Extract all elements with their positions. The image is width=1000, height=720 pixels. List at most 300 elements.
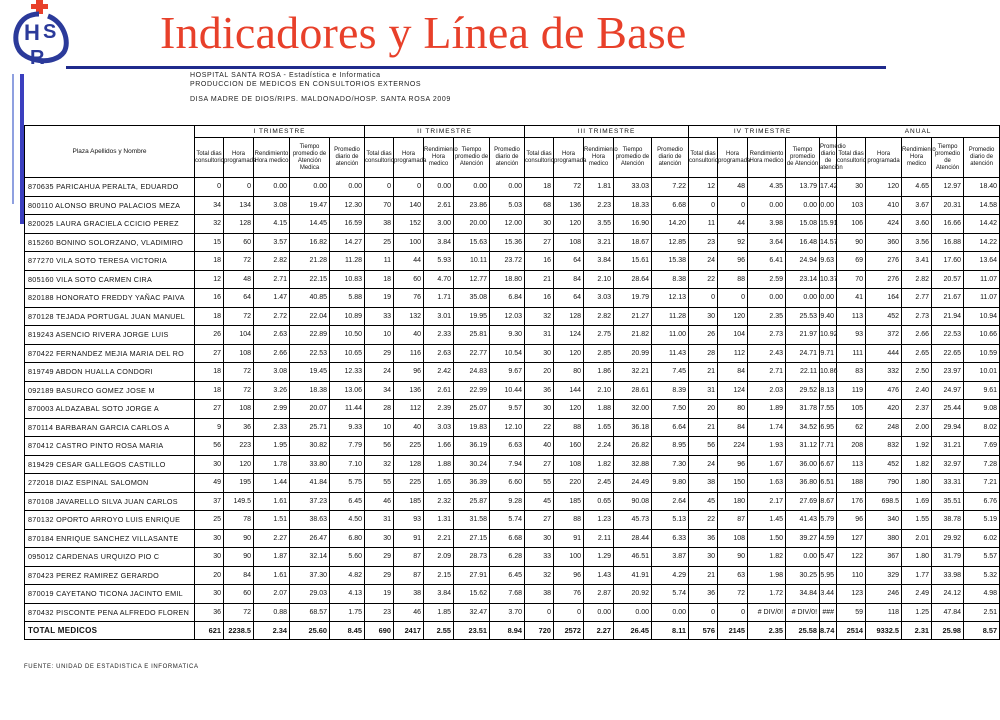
value-cell: 27	[525, 233, 554, 252]
value-cell: 18.80	[490, 270, 525, 289]
value-cell: 1.77	[902, 566, 932, 585]
value-cell: 8.67	[820, 492, 837, 511]
table-row	[25, 603, 1000, 622]
value-cell: 30	[195, 548, 224, 567]
value-cell: 108	[554, 455, 584, 474]
doctor-name-cell: 805160 VILA SOTO CARMEN CIRA	[25, 270, 195, 289]
value-cell: 29	[365, 548, 394, 567]
value-cell: 22.15	[290, 270, 330, 289]
value-cell: 27.15	[454, 529, 490, 548]
value-cell: 18	[525, 178, 554, 197]
value-cell: 21	[689, 363, 718, 382]
value-cell: 26.82	[614, 437, 652, 456]
value-cell: 2.01	[902, 529, 932, 548]
value-cell: 185	[394, 492, 424, 511]
value-cell: 23.72	[490, 252, 525, 271]
doctor-name-cell: 870423 PEREZ RAMIREZ GERARDO	[25, 566, 195, 585]
value-cell: 10	[365, 326, 394, 345]
value-cell: 39.27	[786, 529, 820, 548]
value-cell: 24.71	[786, 344, 820, 363]
value-cell: 3.57	[254, 233, 290, 252]
slide-title: Indicadores y Línea de Base	[160, 7, 687, 58]
indicators-table	[24, 125, 1000, 640]
doctor-name-cell: 870132 OPORTO ARROYO LUIS ENRIQUE	[25, 511, 195, 530]
table-row	[25, 252, 1000, 271]
value-cell: 69	[837, 252, 866, 271]
value-cell: 25	[365, 233, 394, 252]
value-cell: 19.79	[614, 289, 652, 308]
value-cell: 176	[837, 492, 866, 511]
value-cell: 2.00	[902, 418, 932, 437]
value-cell: 118	[866, 603, 902, 622]
value-cell: 6.67	[820, 455, 837, 474]
col-header: Promedio diario de atención	[330, 138, 365, 178]
value-cell: 2.07	[254, 585, 290, 604]
value-cell: 420	[866, 400, 902, 419]
value-cell: 160	[554, 437, 584, 456]
value-cell: 30	[525, 400, 554, 419]
value-cell: 11.07	[964, 270, 1000, 289]
value-cell: 3.00	[424, 215, 454, 234]
value-cell: 5.03	[490, 196, 525, 215]
value-cell: 72	[224, 603, 254, 622]
value-cell: 19.45	[290, 363, 330, 382]
value-cell: 3.55	[584, 215, 614, 234]
doctor-name-cell: 800110 ALONSO BRUNO PALACIOS MEZA	[25, 196, 195, 215]
value-cell: 108	[224, 400, 254, 419]
value-cell: 21.97	[786, 326, 820, 345]
value-cell: 0.00	[490, 178, 525, 197]
value-cell: 3.21	[584, 233, 614, 252]
table-row	[25, 548, 1000, 567]
value-cell: 1.89	[748, 400, 786, 419]
value-cell: 24.83	[454, 363, 490, 382]
value-cell: 5.74	[490, 511, 525, 530]
value-cell: 27.91	[454, 566, 490, 585]
value-cell: 32.88	[614, 455, 652, 474]
value-cell: 3.70	[490, 603, 525, 622]
doctor-name-cell: 877270 VILA SOTO TERESA VICTORIA	[25, 252, 195, 271]
value-cell: 4.98	[964, 585, 1000, 604]
value-cell: 120	[224, 455, 254, 474]
value-cell: 40	[394, 418, 424, 437]
value-cell: 40.85	[290, 289, 330, 308]
col-header: Rendimiento Hora medico	[748, 138, 786, 178]
value-cell: 91	[394, 529, 424, 548]
value-cell: 122	[837, 548, 866, 567]
value-cell: 1.85	[424, 603, 454, 622]
value-cell: 5.79	[820, 511, 837, 530]
value-cell: 16	[525, 289, 554, 308]
value-cell: 2.24	[584, 437, 614, 456]
value-cell: 124	[554, 326, 584, 345]
value-cell: 16.66	[932, 215, 964, 234]
value-cell: 1.67	[748, 455, 786, 474]
value-cell: 29	[365, 566, 394, 585]
value-cell: 720	[525, 622, 554, 640]
value-cell: 1.88	[424, 455, 454, 474]
value-cell: 40	[525, 437, 554, 456]
value-cell: 24.94	[786, 252, 820, 271]
value-cell: 11.28	[330, 252, 365, 271]
value-cell: 2.23	[584, 196, 614, 215]
value-cell: 60	[224, 233, 254, 252]
value-cell: 15.61	[614, 252, 652, 271]
value-cell: 30	[837, 178, 866, 197]
value-cell: 38	[394, 585, 424, 604]
value-cell: 120	[866, 178, 902, 197]
value-cell: 127	[837, 529, 866, 548]
value-cell: 32.00	[614, 400, 652, 419]
value-cell: 90	[837, 233, 866, 252]
value-cell: 0.00	[786, 289, 820, 308]
value-cell: 0	[365, 178, 394, 197]
value-cell: 72	[554, 178, 584, 197]
value-cell: 33.03	[614, 178, 652, 197]
value-cell: 7.55	[820, 400, 837, 419]
value-cell: 18.40	[964, 178, 1000, 197]
value-cell: 32.14	[290, 548, 330, 567]
value-cell: 410	[866, 196, 902, 215]
value-cell: 4.15	[254, 215, 290, 234]
value-cell: 32.97	[932, 455, 964, 474]
value-cell: 5.75	[330, 474, 365, 493]
value-cell: 2514	[837, 622, 866, 640]
value-cell: 2.50	[902, 363, 932, 382]
col-header: Hora programada	[224, 138, 254, 178]
value-cell: 5.74	[652, 585, 689, 604]
value-cell: 6.28	[490, 548, 525, 567]
value-cell: 21.94	[932, 307, 964, 326]
value-cell: 15.36	[490, 233, 525, 252]
value-cell: 18.38	[290, 381, 330, 400]
value-cell: 2.35	[748, 307, 786, 326]
value-cell: 2.40	[902, 381, 932, 400]
total-row	[25, 622, 1000, 640]
table-row	[25, 381, 1000, 400]
value-cell: 9.71	[820, 344, 837, 363]
value-cell: 32	[195, 215, 224, 234]
value-cell: 2.21	[424, 529, 454, 548]
value-cell: 12	[689, 178, 718, 197]
value-cell: 92	[718, 233, 748, 252]
value-cell: 80	[554, 363, 584, 382]
value-cell: 6.95	[820, 418, 837, 437]
value-cell: 2.99	[254, 400, 290, 419]
value-cell: 44	[394, 252, 424, 271]
col-header: Hora programada	[718, 138, 748, 178]
value-cell: 12.03	[490, 307, 525, 326]
value-cell: 116	[394, 344, 424, 363]
value-cell: 2.66	[902, 326, 932, 345]
value-cell: 3.87	[652, 548, 689, 567]
value-cell: 11	[365, 252, 394, 271]
value-cell: 23.86	[454, 196, 490, 215]
value-cell: 96	[718, 455, 748, 474]
value-cell: 1.50	[748, 529, 786, 548]
value-cell: 150	[718, 474, 748, 493]
col-header: Total dias consultorio	[689, 138, 718, 178]
value-cell: 20.57	[932, 270, 964, 289]
value-cell: 6.60	[490, 474, 525, 493]
value-cell: 28.61	[614, 381, 652, 400]
value-cell: 16.88	[932, 233, 964, 252]
value-cell: 1.31	[424, 511, 454, 530]
plaza-header: Plaza Apellidos y Nombre	[25, 126, 195, 178]
value-cell: 11.07	[964, 289, 1000, 308]
value-cell: 31.12	[786, 437, 820, 456]
doctor-name-cell: 815260 BONINO SOLORZANO, VLADIMIRO	[25, 233, 195, 252]
value-cell: 0	[224, 178, 254, 197]
value-cell: 3.03	[424, 418, 454, 437]
value-cell: 56	[195, 437, 224, 456]
value-cell: 2.73	[748, 326, 786, 345]
value-cell: 8.02	[964, 418, 1000, 437]
value-cell: 33.80	[290, 455, 330, 474]
value-cell: 124	[718, 381, 748, 400]
value-cell: 1.98	[748, 566, 786, 585]
value-cell: 96	[837, 511, 866, 530]
value-cell: 1.55	[902, 511, 932, 530]
table-row	[25, 326, 1000, 345]
value-cell: 32.21	[614, 363, 652, 382]
table-row	[25, 400, 1000, 419]
value-cell: 223	[224, 437, 254, 456]
value-cell: 27.69	[786, 492, 820, 511]
value-cell: 23	[365, 603, 394, 622]
value-cell: 7.79	[330, 437, 365, 456]
value-cell: 120	[718, 307, 748, 326]
value-cell: 87	[394, 566, 424, 585]
group-header-q4: IV TRIMESTRE	[689, 126, 837, 138]
value-cell: 4.82	[330, 566, 365, 585]
value-cell: 1.44	[254, 474, 290, 493]
value-cell: 19.95	[454, 307, 490, 326]
value-cell: 0	[718, 603, 748, 622]
value-cell: 25.53	[786, 307, 820, 326]
value-cell: 225	[394, 474, 424, 493]
value-cell: 112	[394, 400, 424, 419]
value-cell: 6.80	[330, 529, 365, 548]
value-cell: 31.58	[454, 511, 490, 530]
doctor-name-cell: 870108 JAVARELLO SILVA JUAN CARLOS	[25, 492, 195, 511]
value-cell: 87	[718, 511, 748, 530]
value-cell: 72	[224, 381, 254, 400]
value-cell: 120	[554, 344, 584, 363]
value-cell: 2.82	[584, 307, 614, 326]
value-cell: 96	[394, 363, 424, 382]
value-cell: 9.08	[964, 400, 1000, 419]
value-cell: 13.79	[786, 178, 820, 197]
value-cell: 17.42	[820, 178, 837, 197]
value-cell: 4.29	[652, 566, 689, 585]
value-cell: 185	[554, 492, 584, 511]
doctor-name-cell: 870422 FERNANDEZ MEJIA MARIA DEL RO	[25, 344, 195, 363]
value-cell: 32.47	[454, 603, 490, 622]
value-cell: 36	[689, 585, 718, 604]
value-cell: 19	[365, 585, 394, 604]
value-cell: 452	[866, 307, 902, 326]
value-cell: 33.98	[932, 566, 964, 585]
value-cell: 83	[837, 363, 866, 382]
value-cell: 0.00	[652, 603, 689, 622]
value-cell: 9.61	[964, 381, 1000, 400]
value-cell: 84	[718, 363, 748, 382]
value-cell: 2.75	[584, 326, 614, 345]
value-cell: 120	[554, 400, 584, 419]
value-cell: 832	[866, 437, 902, 456]
value-cell: 452	[866, 455, 902, 474]
value-cell: 1.66	[424, 437, 454, 456]
value-cell: 8.45	[330, 622, 365, 640]
value-cell: 12.30	[330, 196, 365, 215]
value-cell: 2.43	[748, 344, 786, 363]
value-cell: 0.88	[254, 603, 290, 622]
value-cell: 12.97	[932, 178, 964, 197]
value-cell: 2.32	[424, 492, 454, 511]
value-cell: 30	[525, 215, 554, 234]
value-cell: 33	[365, 307, 394, 326]
value-cell: 30.25	[786, 566, 820, 585]
value-cell: 45.73	[614, 511, 652, 530]
value-cell: 2.51	[964, 603, 1000, 622]
value-cell: 49	[195, 474, 224, 493]
svg-text:R: R	[30, 47, 45, 69]
value-cell: 29	[365, 344, 394, 363]
value-cell: 20.92	[614, 585, 652, 604]
value-cell: 152	[394, 215, 424, 234]
value-cell: 40	[394, 326, 424, 345]
group-header-q3: III TRIMESTRE	[525, 126, 689, 138]
value-cell: 2.10	[584, 381, 614, 400]
value-cell: 360	[866, 233, 902, 252]
value-cell: 112	[718, 344, 748, 363]
value-cell: 2.35	[748, 622, 786, 640]
table-body	[25, 178, 1000, 640]
value-cell: 88	[718, 270, 748, 289]
value-cell: 5.32	[964, 566, 1000, 585]
value-cell: 12	[195, 270, 224, 289]
value-cell: 108	[718, 529, 748, 548]
col-header: Hora programada	[394, 138, 424, 178]
value-cell: 4.50	[330, 511, 365, 530]
value-cell: 108	[554, 233, 584, 252]
value-cell: 64	[224, 289, 254, 308]
table-row	[25, 363, 1000, 382]
value-cell: 36.00	[786, 455, 820, 474]
value-cell: 9	[195, 418, 224, 437]
doctor-name-cell: 870019 CAYETANO TICONA JACINTO EMIL	[25, 585, 195, 604]
value-cell: 34.84	[786, 585, 820, 604]
value-cell: 46	[394, 603, 424, 622]
value-cell: 20.07	[290, 400, 330, 419]
svg-text:H: H	[24, 20, 40, 45]
value-cell: 0.00	[748, 196, 786, 215]
value-cell: 33.31	[932, 474, 964, 493]
value-cell: 14.22	[964, 233, 1000, 252]
value-cell: 5.57	[964, 548, 1000, 567]
value-cell: 7.94	[490, 455, 525, 474]
value-cell: 18.33	[614, 196, 652, 215]
value-cell: 32	[525, 307, 554, 326]
value-cell: 30	[689, 548, 718, 567]
value-cell: 27	[525, 455, 554, 474]
value-cell: 119	[837, 381, 866, 400]
col-header: Hora programada	[866, 138, 902, 178]
value-cell: 4.65	[902, 178, 932, 197]
value-cell: 25	[195, 511, 224, 530]
value-cell: 22.53	[290, 344, 330, 363]
value-cell: 1.87	[254, 548, 290, 567]
value-cell: 208	[837, 437, 866, 456]
value-cell: 70	[365, 196, 394, 215]
value-cell: 2.09	[424, 548, 454, 567]
value-cell: 10.11	[454, 252, 490, 271]
value-cell: 38.63	[290, 511, 330, 530]
value-cell: 7.28	[964, 455, 1000, 474]
value-cell: 3.03	[584, 289, 614, 308]
value-cell: 21	[525, 270, 554, 289]
value-cell: 10.54	[490, 344, 525, 363]
value-cell: 22.77	[454, 344, 490, 363]
value-cell: 8.39	[652, 381, 689, 400]
value-cell: 690	[365, 622, 394, 640]
value-cell: 3.44	[820, 585, 837, 604]
value-cell: 1.75	[330, 603, 365, 622]
value-cell: 246	[866, 585, 902, 604]
value-cell: 5.47	[820, 548, 837, 567]
value-cell: 21.27	[614, 307, 652, 326]
doctor-name-cell: 870635 PARICAHUA PERALTA, EDUARDO	[25, 178, 195, 197]
value-cell: 100	[394, 233, 424, 252]
value-cell: 195	[224, 474, 254, 493]
value-cell: 23.14	[786, 270, 820, 289]
value-cell: 27	[195, 400, 224, 419]
value-cell: 128	[224, 215, 254, 234]
value-cell: 3.26	[254, 381, 290, 400]
value-cell: 2.72	[254, 307, 290, 326]
value-cell: 18	[195, 307, 224, 326]
doctor-name-cell: 870003 ALDAZABAL SOTO JORGE A	[25, 400, 195, 419]
value-cell: 18	[195, 252, 224, 271]
value-cell: 14.20	[652, 215, 689, 234]
value-cell: 30	[525, 529, 554, 548]
value-cell: 72	[224, 307, 254, 326]
value-cell: 10.50	[330, 326, 365, 345]
value-cell: 41.84	[290, 474, 330, 493]
value-cell: 164	[866, 289, 902, 308]
value-cell: 36	[195, 603, 224, 622]
value-cell: 9.28	[490, 492, 525, 511]
value-cell: 59	[837, 603, 866, 622]
value-cell: 16.82	[290, 233, 330, 252]
value-cell: 12.77	[454, 270, 490, 289]
value-cell: 2.61	[424, 381, 454, 400]
value-cell: 22.99	[454, 381, 490, 400]
value-cell: 22	[525, 418, 554, 437]
value-cell: 1.82	[584, 455, 614, 474]
value-cell: 0.00	[748, 289, 786, 308]
value-cell: 7.21	[964, 474, 1000, 493]
value-cell: 444	[866, 344, 902, 363]
value-cell: 144	[554, 381, 584, 400]
value-cell: 4.35	[748, 178, 786, 197]
value-cell: 0.00	[786, 548, 820, 567]
table-row	[25, 215, 1000, 234]
value-cell: 3.41	[902, 252, 932, 271]
value-cell: 5.13	[652, 511, 689, 530]
value-cell: 123	[837, 585, 866, 604]
